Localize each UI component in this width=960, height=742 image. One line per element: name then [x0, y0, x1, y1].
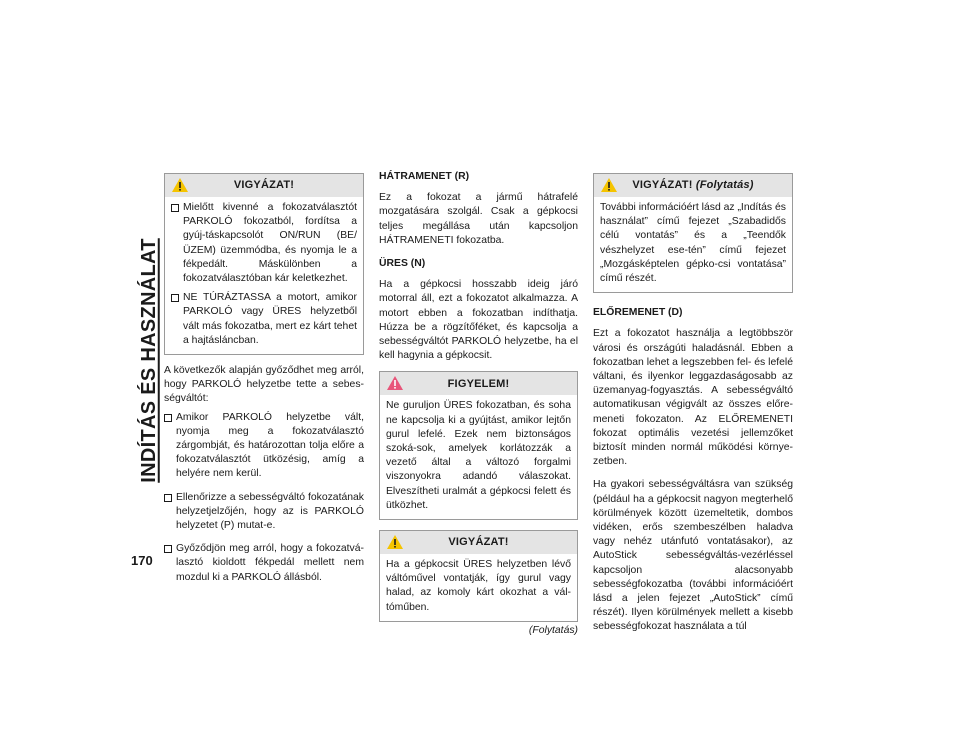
- column-1: [164, 173, 364, 594]
- caution-box-body: [380, 395, 577, 519]
- warning-triangle-icon: [171, 177, 189, 193]
- reverse-heading: HÁTRAMENET (R): [379, 171, 470, 182]
- drive-heading: ELŐREMENET (D): [593, 307, 683, 319]
- caution-box-header: [380, 372, 577, 395]
- warning-item: [171, 201, 357, 286]
- section-title-text: INDÍTÁS ÉS HASZNÁLAT: [137, 237, 160, 483]
- list-item: [164, 491, 364, 534]
- warning-text: További információért lásd az „Indítás és használat” című fejezet „Szabadidős célú vontatás” és a „Teendők vészhelyzet ese-tén” című fejezet „Mozgásképtelen gépko-csi vontatása” című részét.: [600, 202, 786, 285]
- list-item: [164, 542, 364, 585]
- column-3: [593, 173, 793, 644]
- bullet-square-icon: [164, 545, 172, 553]
- warning-box-body: [380, 554, 577, 621]
- caution-box-title: FIGYELEM!: [447, 377, 510, 390]
- list-item-text: Győződjön meg arról, hogy a fokozatvá-lasztó kioldott fékpedál mellett nem mozdul ki a PARKOLÓ állásból.: [176, 543, 364, 583]
- neutral-heading: ÜRES (N): [379, 258, 426, 270]
- column-2: [379, 170, 578, 638]
- warning-box-body: [165, 197, 363, 354]
- caution-text: Ne guruljon ÜRES fokozatban, és soha ne kapcsolja ki a gyújtást, amikor lejtőn gurul lefelé. Ezek nem biztonságos szoká-sok, amelyek korlátozzák a vezető által a változó forgalmi viszonyokra adandó válaszokat. Elveszítheti uralmát a gépkocsi felett és ütközhet.: [386, 400, 571, 511]
- bullet-square-icon: [171, 294, 179, 302]
- warning-box-continued: [593, 173, 793, 293]
- reverse-paragraph: Ez a fokozat a jármű hátrafelé mozgatására szolgál. Csak a gépkocsi teljes megállása után kapcsoljon HÁTRAMENETI fokozatba.: [379, 192, 578, 246]
- caution-box: [379, 371, 578, 520]
- warning-triangle-icon: [600, 177, 618, 193]
- bullet-square-icon: [164, 494, 172, 502]
- list-item-text: Ellenőrizze a sebességváltó fokozatának helyzetjelzőjén, hogy az is PARKOLÓ helyzetet (P) mutat-e.: [176, 491, 364, 532]
- continued-note: (Folytatás): [528, 624, 578, 636]
- warning-box-body: [594, 197, 792, 292]
- section-sidebar-title: [134, 175, 164, 545]
- warning-box-title: VIGYÁZAT!: [233, 179, 295, 192]
- warning-title-continued: (Folytatás): [695, 179, 754, 192]
- warning-box-header: [594, 174, 792, 197]
- warning-box-1: [164, 173, 364, 355]
- warning-box-header: [165, 174, 363, 197]
- warning-triangle-icon: [386, 534, 404, 550]
- page-number: 170: [131, 553, 153, 568]
- list-item: [164, 411, 364, 482]
- neutral-paragraph: Ha a gépkocsi hosszabb ideig járó motorral áll, ezt a fokozatot alkalmazza. A motort ebben a fokozatban indíthatja. Húzza be a rögzítőféket, és kapcsolja a sebességváltót PARKOLÓ helyzetbe, ha el kell hagynia a gépkocsit.: [379, 279, 578, 362]
- warning-item: [171, 291, 357, 348]
- warning-title-main: VIGYÁZAT!: [632, 179, 693, 192]
- bullet-square-icon: [164, 414, 172, 422]
- warning-box-title: VIGYÁZAT!: [448, 536, 509, 549]
- warning-box-2: [379, 530, 578, 622]
- park-intro-paragraph: A következők alapján győződhet meg arról, hogy PARKOLÓ helyzetbe tette a sebes-ségváltót:: [164, 365, 364, 405]
- list-item-text: Amikor PARKOLÓ helyzetbe vált, nyomja meg a fokozatválasztó zárgombját, és határozottan tolja előre a fokozatválasztót ütközésig, amíg a helyére nem kerül.: [176, 411, 364, 480]
- caution-triangle-icon: [386, 375, 404, 391]
- drive-paragraph-1: Ezt a fokozatot használja a legtöbbször városi és országúti haladásnál. Ebben a fokozatban lehet a legszebben fel- és lefelé váltani, és ilyenkor leggazdaságosabb az üzemanyag-fogyasztás. A sebességváltó automatikusan végigvált az összes előre-meneti fokozaton. Az ELŐREMENETI fokozat optimális vezetési jellemzőket biztosít minden normál működési környe-zetben.: [593, 328, 793, 468]
- warning-item-text: NE TÚRÁZTASSA a motort, amikor PARKOLÓ vagy ÜRES helyzetből vált más fokozatba, mert ez kárt tehet a hajtásláncban.: [183, 292, 357, 346]
- drive-paragraph-2: Ha gyakori sebességváltásra van szükség (például ha a gépkocsit nagyon megterhelő körülmények között üzemeltetik, dombos vidéken, erős szembeszélben haladva vagy nehéz utánfutó vontatásakor), az AutoStick sebességváltás-vezérléssel kapcsoljon alacsonyabb sebességfokozatba (további információért lásd a jelen fejezet „AutoStick” című részét). Ilyen körülmények mellett a kisebb sebességfokozat használata a túl: [593, 479, 793, 633]
- warning-box-header: [380, 531, 577, 554]
- park-check-list: [164, 411, 364, 585]
- bullet-square-icon: [171, 204, 179, 212]
- warning-item-text: Mielőtt kivenné a fokozatválasztót PARKOLÓ fokozatból, fordítsa a gyúj-táskapcsolót ON/RUN (BE/ÜZEM) üzemmódba, és nyomja le a fékpedált. Máskülönben a fokozatválasztóban kár keletkezhet.: [183, 202, 357, 285]
- warning-box-title: [632, 178, 753, 192]
- warning-text: Ha a gépkocsit ÜRES helyzetben lévő váltóművel vontatják, így gurul vagy halad, az komoly kárt okozhat a vál-tóműben.: [386, 559, 571, 613]
